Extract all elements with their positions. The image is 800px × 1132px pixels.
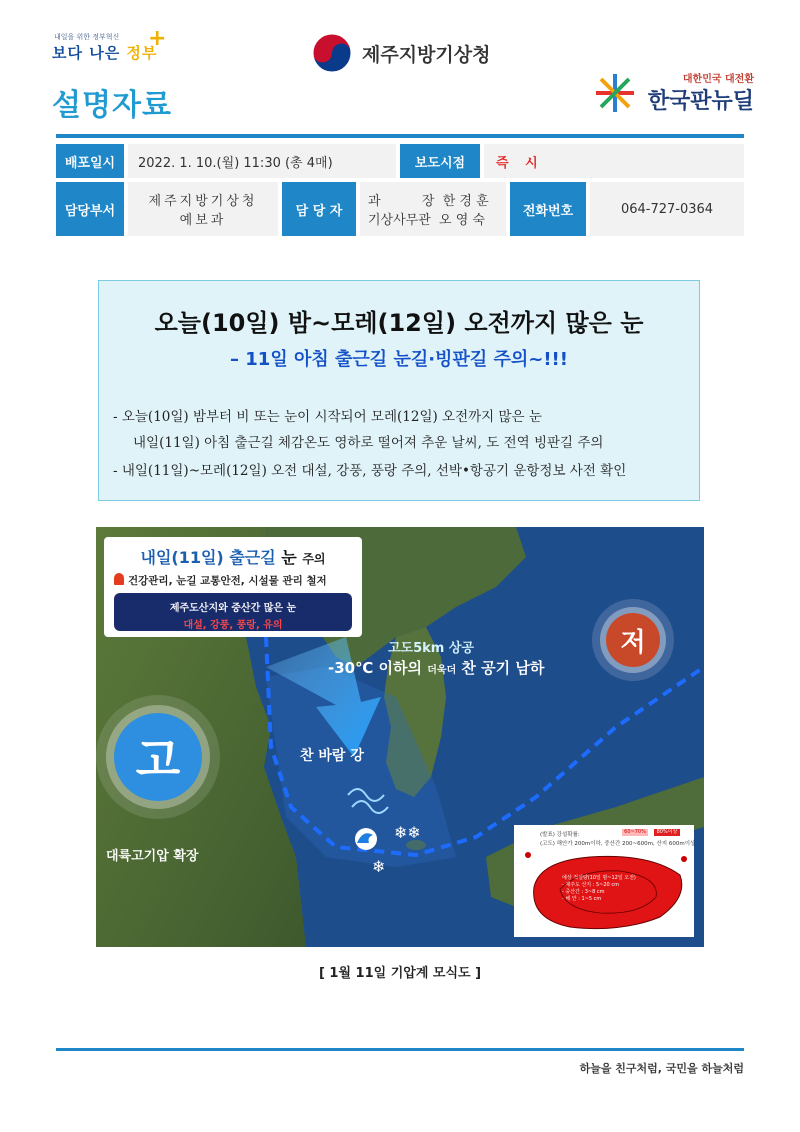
inset-altitude-label: (고도) 해안가 200m이하, 중산간 200~600m, 산지 600m이상 bbox=[540, 841, 696, 847]
contact-person-line2: 기상사무관 오 영 숙 bbox=[368, 213, 485, 228]
figure-caption: [ 1월 11일 기압계 모식도 ] bbox=[318, 966, 482, 981]
department-value bbox=[128, 182, 278, 236]
headline: 오늘(10일) 밤~모레(12일) 오전까지 많은 눈 bbox=[154, 309, 644, 337]
contact-person-line1: 과 장 한 경 훈 bbox=[368, 194, 489, 209]
cold-wind-label: 찬 바람 강 bbox=[300, 748, 364, 764]
cold-air-a: -30℃ 이하의 bbox=[328, 659, 422, 677]
bullet-1-line-1: - 오늘(10일) 밤부터 비 또는 눈이 시작되어 모레(12일) 오전까지 많은 눈 bbox=[113, 409, 542, 425]
gov-logo-small: 내일을 위한 정부혁신 bbox=[54, 33, 120, 41]
document-type-title: 설명자료 bbox=[52, 88, 172, 123]
plus-icon: + bbox=[148, 26, 167, 51]
gov-logo-main-a: 보다 나은 bbox=[52, 44, 121, 62]
release-date-value: 2022. 1. 10.(월) 11:30 (총 4매) bbox=[128, 144, 396, 178]
high-pressure-marker: 고 bbox=[114, 713, 202, 801]
callout-warning-panel bbox=[114, 593, 352, 631]
upper-air-label: 고도5km 상공 bbox=[388, 641, 474, 656]
inset-tag-60-70: 60~70% bbox=[622, 829, 648, 836]
new-deal-star-icon bbox=[594, 72, 636, 114]
inset-forecast-title: 예상 적설량(10일 밤~12일 오전) bbox=[562, 875, 636, 881]
agency-logo bbox=[312, 32, 490, 74]
release-date-label: 배포일시 bbox=[56, 144, 124, 178]
low-pressure-marker: 저 bbox=[606, 613, 660, 667]
callout-subtitle: 건강관리, 눈길 교통안전, 시설물 관리 철저 bbox=[128, 575, 327, 587]
cold-air-label bbox=[328, 657, 544, 678]
gov-innovation-logo bbox=[52, 26, 167, 74]
bullet-2: - 내일(11일)~모레(12일) 오전 대설, 강풍, 풍랑 주의, 선박•항공기 운항정보 사전 확인 bbox=[113, 463, 627, 479]
header-divider bbox=[56, 134, 744, 138]
department-line1: 제주지방기상청 bbox=[148, 194, 258, 209]
report-time-value: 즉 시 bbox=[484, 144, 744, 178]
inset-forecast-mountain: - 제주도 산지 : 5~20 cm bbox=[562, 882, 619, 888]
department-line2: 예보과 bbox=[179, 213, 227, 228]
callout-title-b: 눈 bbox=[281, 548, 297, 567]
contact-person-value bbox=[360, 182, 506, 236]
phone-label: 전화번호 bbox=[510, 182, 586, 236]
footer-divider bbox=[56, 1048, 744, 1051]
pressure-chart-map bbox=[96, 527, 704, 947]
snowflake-icon: ❄❄ bbox=[394, 823, 421, 842]
inset-forecast-coast: - 해 안 : 1~5 cm bbox=[562, 896, 602, 902]
bullet-1-line-2: 내일(11일) 아침 출근길 체감온도 영하로 떨어져 추운 날씨, 도 전역 빙판길 주의 bbox=[133, 435, 604, 451]
new-deal-subtitle: 대한민국 대전환 bbox=[682, 74, 754, 85]
snowflake-icon-2: ❄ bbox=[372, 857, 386, 876]
department-label: 담당부서 bbox=[56, 182, 124, 236]
phone-value: 064-727-0364 bbox=[590, 182, 744, 236]
inset-tag-80: 80%이상 bbox=[654, 829, 680, 836]
summary-box bbox=[98, 280, 700, 501]
gov-logo-main bbox=[52, 42, 157, 63]
gov-logo-main-b: 정부 bbox=[126, 44, 158, 62]
subheadline: – 11일 아침 출근길 눈길·빙판길 주의~!!! bbox=[230, 349, 568, 370]
new-deal-title: 한국판뉴딜 bbox=[647, 89, 754, 114]
korean-new-deal-logo bbox=[594, 70, 754, 116]
cold-air-c: 찬 공기 남하 bbox=[461, 659, 545, 677]
jeju-snow-inset bbox=[514, 825, 694, 937]
cold-air-b: 더욱더 bbox=[427, 665, 457, 676]
report-time-label: 보도시점 bbox=[400, 144, 480, 178]
inset-snow-forecast bbox=[562, 875, 636, 903]
agency-name: 제주지방기상청 bbox=[362, 43, 491, 66]
callout-title-c: 주의 bbox=[302, 552, 326, 566]
inset-probability-label: (발표) 강설확률: bbox=[540, 832, 580, 838]
contact-person-label: 담 당 자 bbox=[282, 182, 356, 236]
siren-icon bbox=[114, 573, 124, 585]
callout-warning-line2: 대설, 강풍, 풍랑, 유의 bbox=[183, 620, 283, 631]
footer-slogan: 하늘을 친구처럼, 국민을 하늘처럼 bbox=[579, 1062, 744, 1075]
inset-forecast-mid: - 중산간 : 3~8 cm bbox=[562, 889, 605, 895]
callout-title-a: 내일(11일) 출근길 bbox=[140, 548, 276, 567]
callout-warning-line1: 제주도산지와 중산간 많은 눈 bbox=[169, 603, 297, 614]
map-callout-box bbox=[104, 537, 362, 637]
callout-title bbox=[104, 545, 362, 568]
continental-high-label: 대륙고기압 확장 bbox=[106, 849, 199, 864]
taegeuk-emblem-icon bbox=[312, 33, 352, 73]
